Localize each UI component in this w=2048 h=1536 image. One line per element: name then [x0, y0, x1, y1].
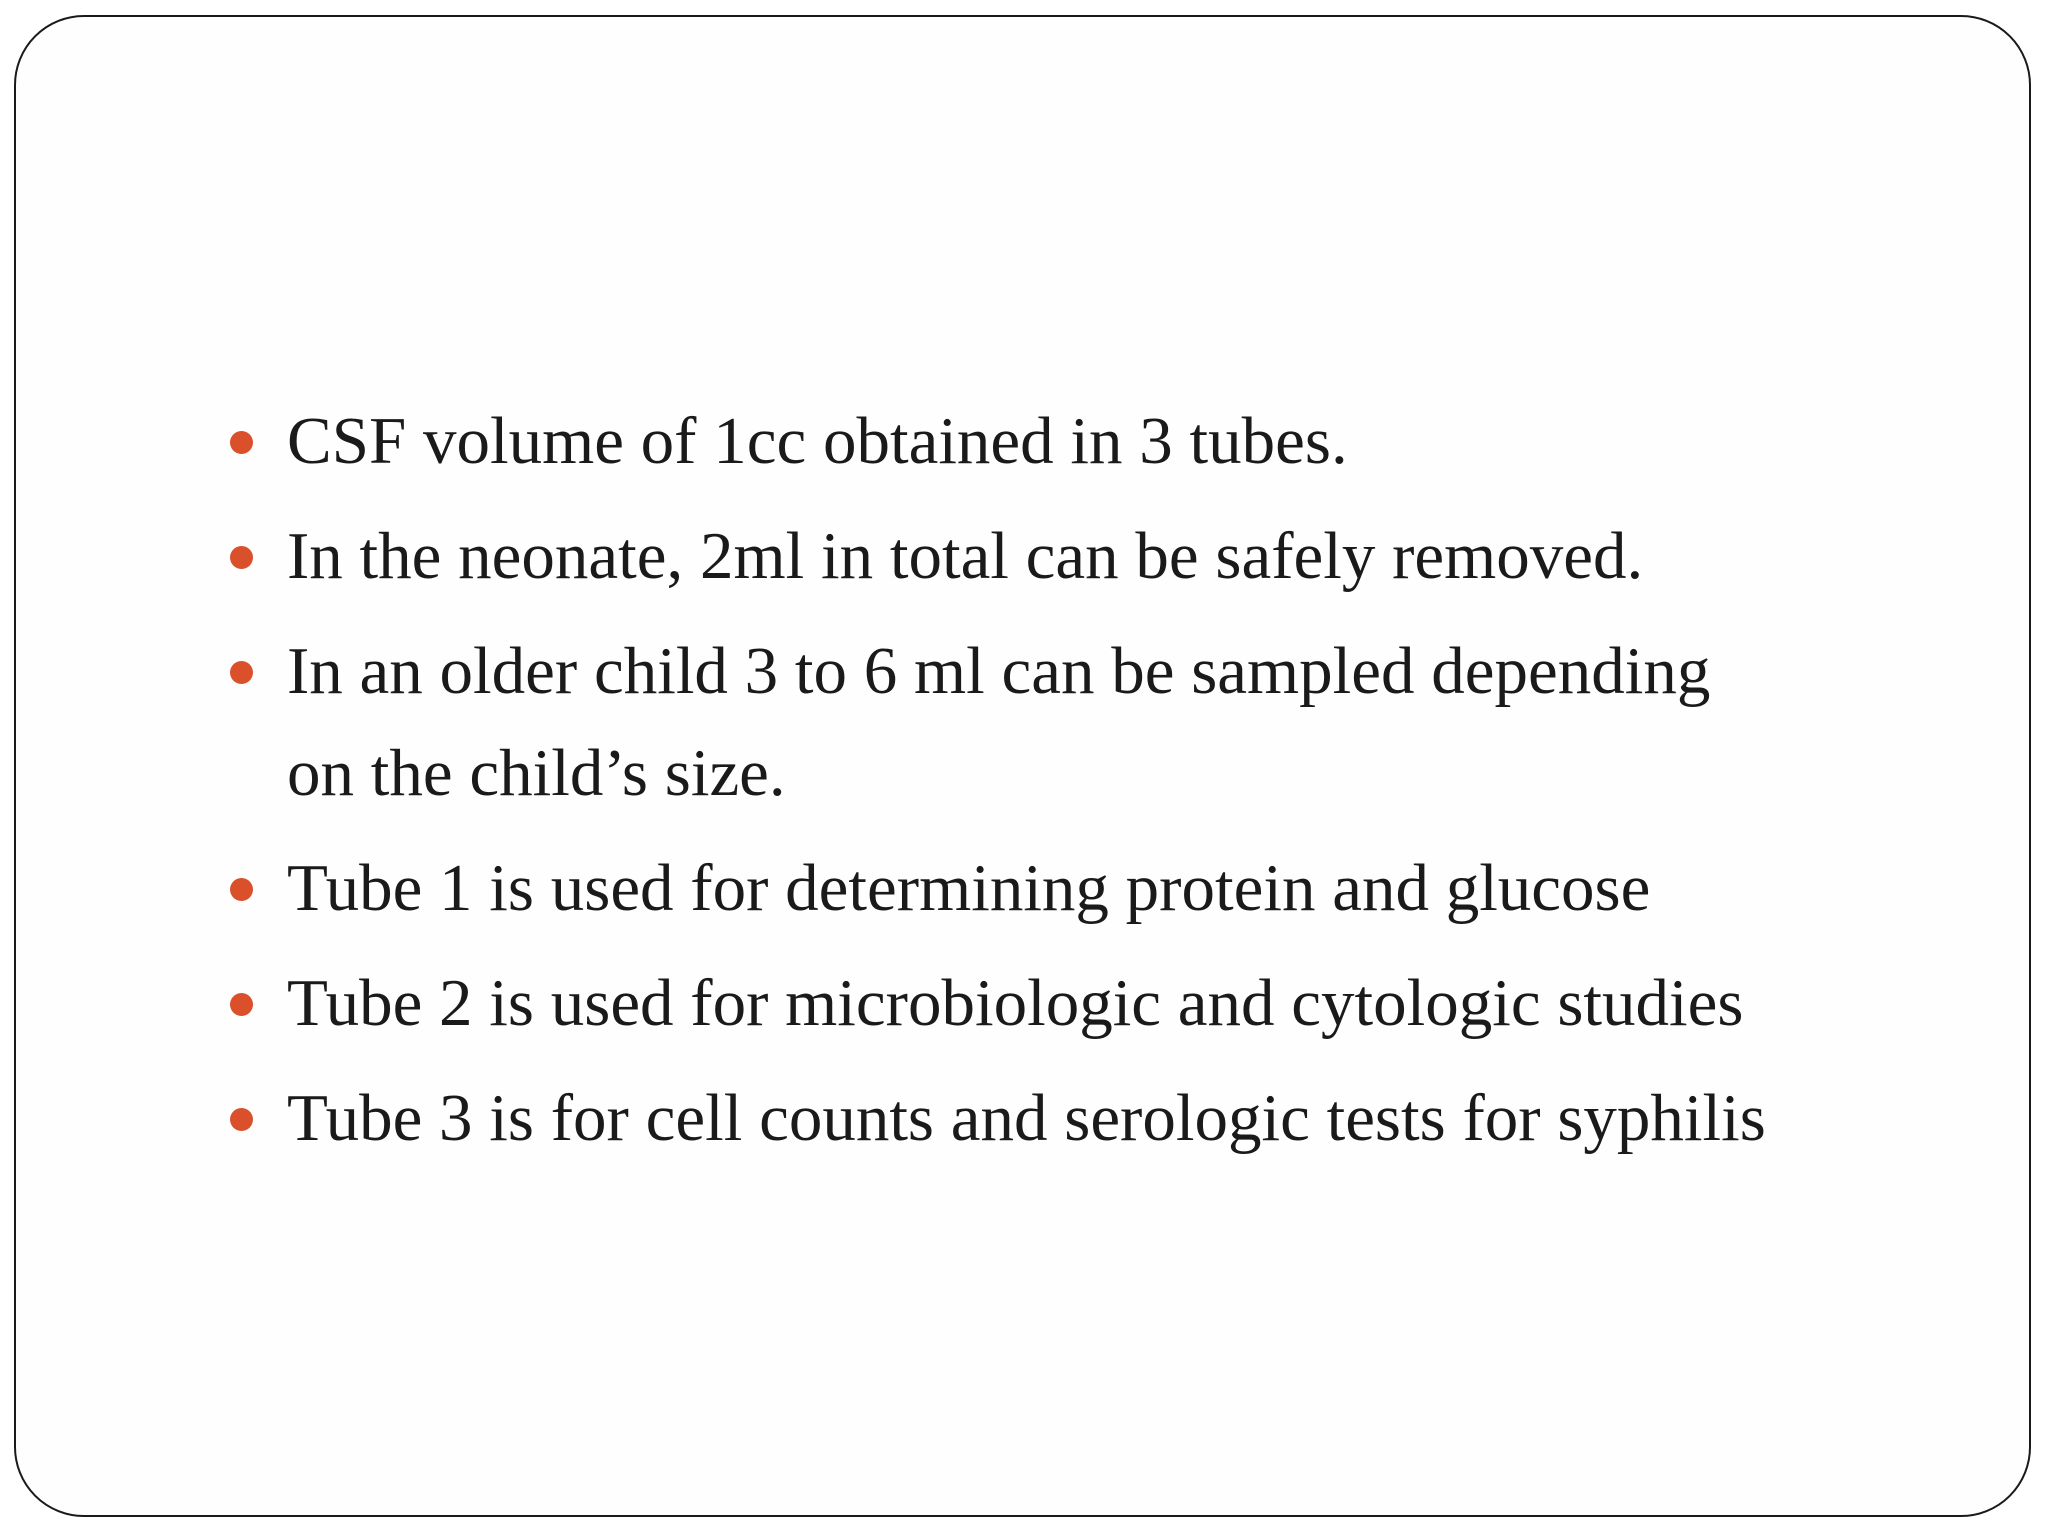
- bullet-text: Tube 3 is for cell counts and serologic tests for syphilis: [287, 1081, 1766, 1155]
- bullet-item-csf-volume: [224, 389, 1944, 493]
- slide-frame: [14, 15, 2031, 1517]
- bullet-dot-icon: [230, 661, 253, 684]
- slide-content: [224, 389, 1944, 1181]
- bullet-text-continuation: on the child’s size.: [287, 736, 786, 810]
- bullet-item-neonate: [224, 504, 1944, 608]
- bullet-text: In the neonate, 2ml in total can be safely removed.: [287, 519, 1644, 593]
- bullet-item-tube-1: [224, 836, 1944, 940]
- bullet-dot-icon: [230, 431, 253, 454]
- bullet-text: Tube 2 is used for microbiologic and cytologic studies: [287, 966, 1744, 1040]
- bullet-item-older-child: [224, 619, 1944, 825]
- bullet-text: In an older child 3 to 6 ml can be sampled depending: [287, 634, 1711, 708]
- bullet-dot-icon: [230, 993, 253, 1016]
- bullet-list: [224, 389, 1944, 1170]
- bullet-item-tube-3: [224, 1066, 1944, 1170]
- bullet-text: CSF volume of 1cc obtained in 3 tubes.: [287, 404, 1348, 478]
- bullet-item-tube-2: [224, 951, 1944, 1055]
- bullet-dot-icon: [230, 1108, 253, 1131]
- bullet-dot-icon: [230, 546, 253, 569]
- bullet-dot-icon: [230, 878, 253, 901]
- bullet-text: Tube 1 is used for determining protein and glucose: [287, 851, 1651, 925]
